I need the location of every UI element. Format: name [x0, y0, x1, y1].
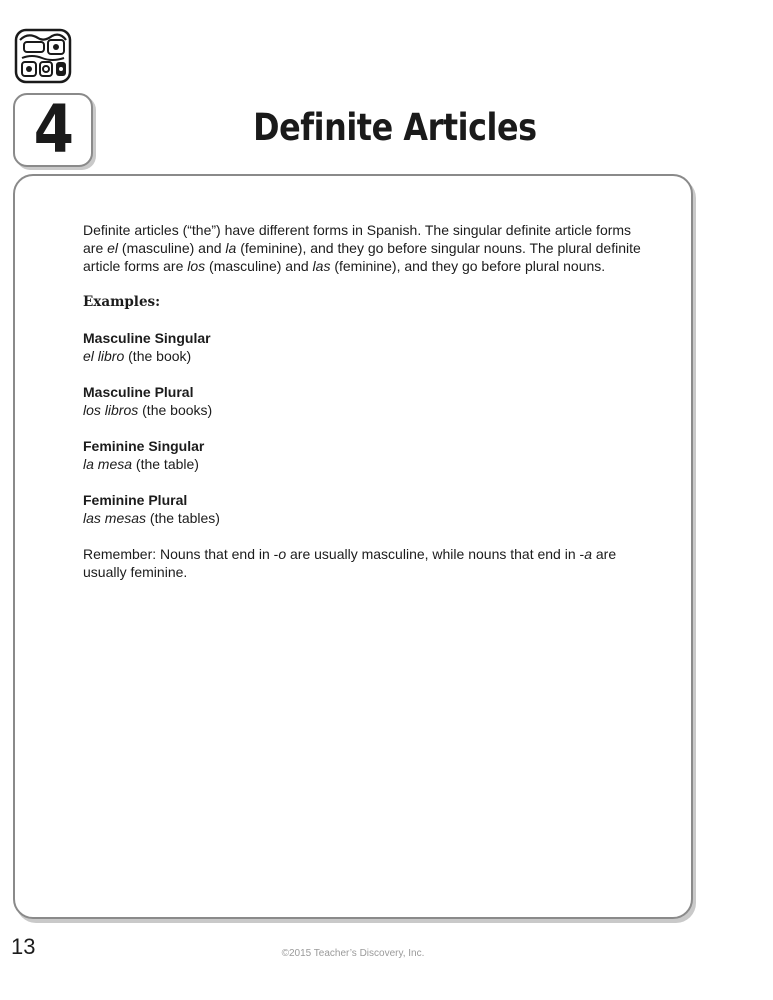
example-value: [83, 347, 643, 365]
remember-text-3: are usually feminine.: [83, 546, 617, 580]
example-english: (the table): [132, 456, 199, 472]
lesson-content: [83, 221, 643, 581]
page-title-text: Definite Articles: [253, 106, 537, 149]
example-label: Feminine Singular: [83, 438, 205, 454]
intro-paragraph: [83, 221, 643, 275]
intro-text-3: (feminine), and they go before singular nouns. The plural definite article forms are: [83, 240, 641, 274]
example-label: Masculine Plural: [83, 384, 194, 400]
page-title: [0, 106, 773, 149]
example-spanish: los libros: [83, 402, 139, 418]
remember-text-1: Remember: Nouns that end in -: [83, 546, 279, 562]
copyright-notice: ©2015 Teacher’s Discovery, Inc.: [281, 948, 425, 959]
chapter-number: 4: [33, 91, 73, 168]
intro-text-4: (masculine) and: [205, 258, 313, 274]
remember-text-2: are usually masculine, while nouns that end in -: [286, 546, 585, 562]
example-value: [83, 455, 643, 473]
ending-a: a: [584, 546, 592, 562]
example-block: [83, 491, 643, 527]
example-value: [83, 401, 643, 419]
remember-note: [83, 545, 643, 581]
article-el: el: [107, 240, 119, 256]
ending-o: o: [278, 546, 287, 562]
example-block: [83, 329, 643, 365]
intro-text-1: Definite articles (“the”) have different forms in Spanish. The singular definite article forms are: [83, 222, 632, 256]
example-english: (the book): [124, 348, 192, 364]
intro-text-2: (masculine) and: [118, 240, 226, 256]
example-english: (the books): [138, 402, 213, 418]
article-las: las: [312, 258, 331, 274]
article-los: los: [187, 258, 206, 274]
example-spanish: el libro: [83, 348, 125, 364]
example-spanish: la mesa: [83, 456, 133, 472]
example-english: (the tables): [146, 510, 220, 526]
example-label: Feminine Plural: [83, 492, 188, 508]
example-block: [83, 383, 643, 419]
intro-text-5: (feminine), and they go before plural nouns.: [330, 258, 606, 274]
example-block: [83, 437, 643, 473]
example-spanish: las mesas: [83, 510, 147, 526]
page-number: 13: [11, 934, 36, 959]
example-label: Masculine Singular: [83, 330, 211, 346]
example-value: [83, 509, 643, 527]
examples-heading: Examples:: [83, 294, 161, 310]
article-la: la: [225, 240, 237, 256]
mayan-glyph-icon: [14, 28, 72, 84]
